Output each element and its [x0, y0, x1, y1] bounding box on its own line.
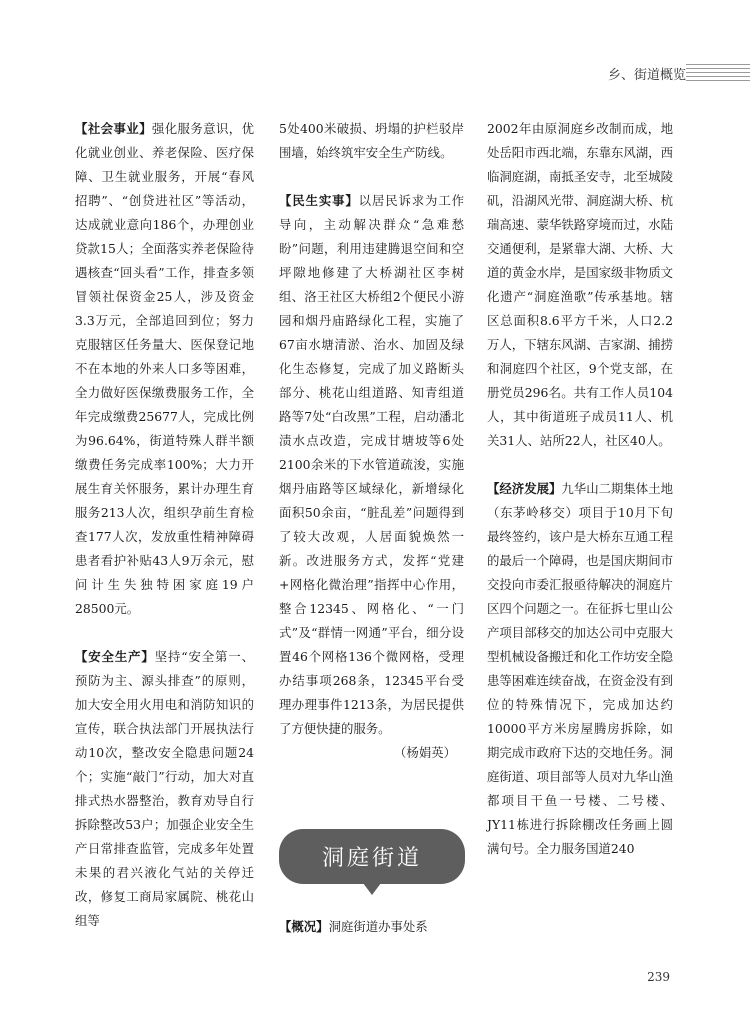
section-title: 【安全生产】: [75, 649, 155, 664]
paragraph-continued: 5处400米破损、坍塌的护栏驳岸围墙，始终筑牢安全生产防线。: [279, 121, 464, 160]
paragraph-text: 强化服务意识，优化就业创业、养老保险、医疗保障、卫生就业服务，开展“春风招聘”、“创贷进社区”等活动，达成就业意向186个，办理创业贷款15人；全面落实养老保险待遇核查“回头看”工作，排查多领冒领社保资金25人，涉及资金3.3万元，全部追回到位；努力克服辖区任务量大、医保登记地不在本地的外来人口多等困难，全力做好医保缴费服务工作，全年完成缴费25677人，完成比例为96.64%，街道特殊人群半额缴费任务完成率100%；大力开展生育关怀服务，累计办理生育服务213人次，组织孕前生育检查177人次，发放重性精神障碍患者看护补贴43人9万余元，慰问计生失独特困家庭19户28500元。: [75, 121, 255, 616]
section-banner: [279, 829, 465, 884]
column-2: [279, 117, 464, 765]
author-credit: （杨娟英）: [394, 745, 456, 760]
paragraph-overview-continued: 2002年由原洞庭乡改制而成，地处岳阳市西北端，东靠东风湖，西临洞庭湖，南抵圣安寺，北至城陵矶，沿湖风光带、洞庭湖大桥、杭瑞高速、蒙华铁路穿境而过，水陆交通便利，是紧靠大湖、大桥、大道的黄金水岸，是国家级非物质文化遗产“洞庭渔歌”传承基地。辖区总面积8.6平方千米，人口2.2万人，下辖东风湖、吉家湖、捕捞和洞庭四个社区，9个党支部，在册党员296名。共有工作人员104人，其中街道班子成员11人、机关31人、站所22人，社区40人。: [487, 121, 673, 448]
overview-paragraph: [279, 915, 464, 939]
paragraph-text: 坚持“安全第一、预防为主、源头排查”的原则，加大安全用火用电和消防知识的宣传，联合执法部门开展执法行动10次，整改安全隐患问题24个；实施“敲门”行动，加大对直排式热水器整治，教育劝导自行拆除整改53户；加强企业安全生产日常排查监管，完成多年处置未果的君兴液化气站的关停迁改，修复工商局家属院、桃花山组等: [75, 649, 254, 928]
paragraph-safety-production: [75, 645, 254, 933]
section-title: 【社会事业】: [75, 121, 152, 136]
paragraph-text: 洞庭街道办事处系: [328, 919, 428, 934]
paragraph-economic-development: [487, 477, 673, 861]
paragraph-social-affairs: [75, 117, 254, 621]
paragraph-text: 以居民诉求为工作导向，主动解决群众“急难愁盼”问题，利用违建腾退空间和空坪隙地修建了大桥湖社区李树组、洛王社区大桥组2个便民小游园和烟丹庙路绿化工程，实施了67亩水塘清淤、治水、加固及绿化生态修复，完成了加义路断头部分、桃花山组道路、知青组道路等7处“白改黑”工程，启动潘北渍水点改造，完成甘塘坡等6处2100余米的下水管道疏浚，实施烟丹庙路等区域绿化，新增绿化面积50余亩，“脏乱差”问题得到了较大改观，人居面貌焕然一新。改进服务方式，发挥“党建+网格化微治理”指挥中心作用，整合12345、网格化、“一门式”及“群情一网通”平台，细分设置46个网格136个微网格，受理办结事项268条，12345平台受理办理事件1213条，为居民提供了方便快捷的服务。: [279, 193, 465, 736]
section-title: 【民生实事】: [279, 193, 359, 208]
column-3: [487, 117, 673, 861]
header-decoration-lines: [686, 64, 750, 84]
section-title: 【经济发展】: [487, 481, 562, 496]
column-1: [75, 117, 254, 933]
banner-title: 洞庭街道: [321, 846, 422, 871]
paragraph-livelihood: [279, 189, 464, 741]
section-title: 【概况】: [279, 919, 329, 934]
paragraph-text: 九华山二期集体土地（东茅岭移交）项目于10月下旬最终签约，该户是大桥东互通工程的最后一个障碍，也是国庆期间市交投向市委汇报亟待解决的洞庭片区四个问题之一。在征拆七里山公产项目部移交的加达公司中克服大型机械设备搬迁和化工作坊安全隐患等困难连续奋战，在资金没有到位的特殊情况下，完成加达约10000平方米房屋腾房拆除，如期完成市政府下达的交地任务。洞庭街道、项目部等人员对九华山渔都项目干鱼一号楼、二号楼、JY11栋进行拆除棚改任务画上圆满句号。全力服务国道240: [487, 481, 674, 856]
running-header: 乡、街道概览: [607, 68, 686, 83]
page-number: 239: [647, 970, 670, 984]
